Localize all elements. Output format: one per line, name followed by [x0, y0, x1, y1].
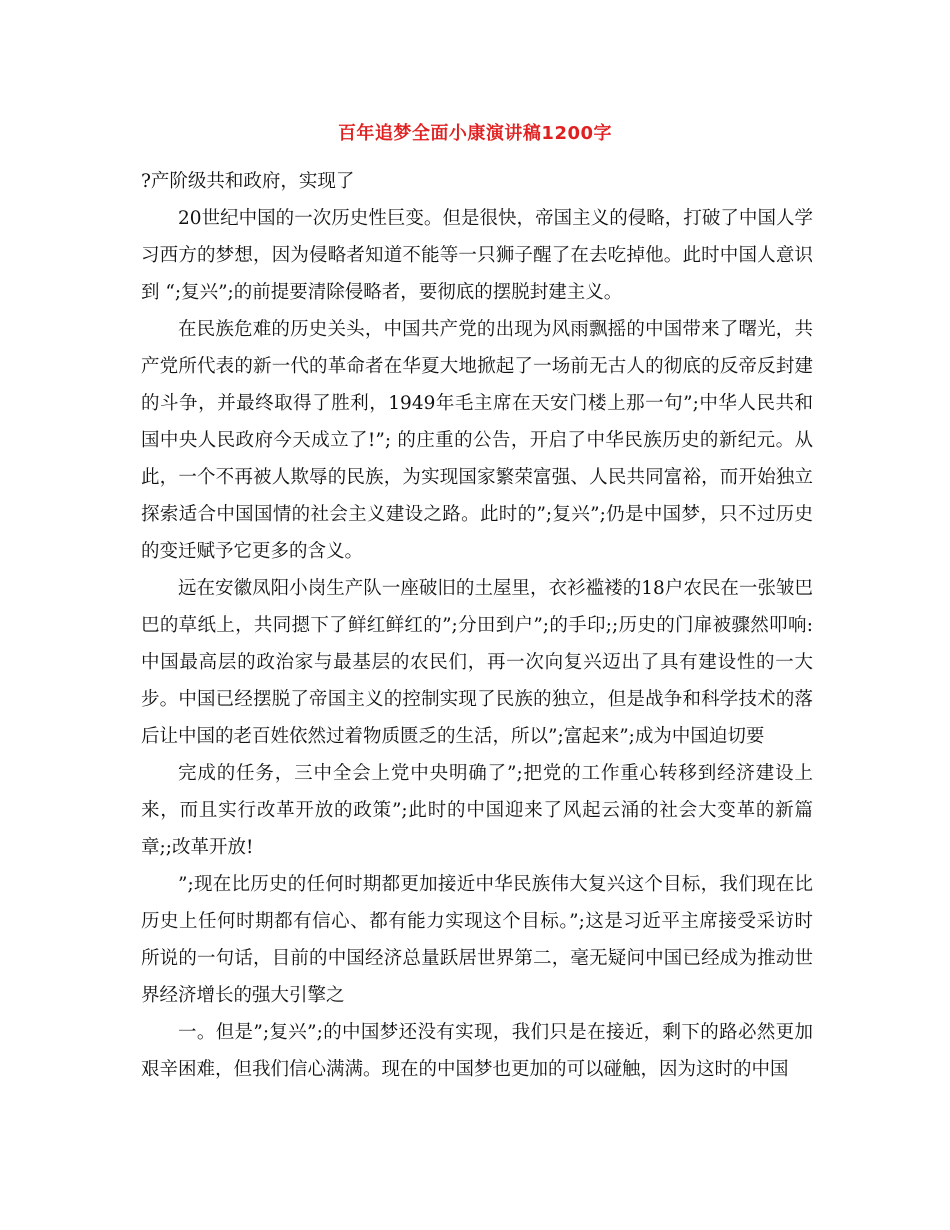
document-title: 百年追梦全面小康演讲稿1200字 [337, 123, 613, 144]
paragraph: 远在安徽凤阳小岗生产队一座破旧的土屋里，衣衫褴褛的18户农民在一张皱巴巴的草纸上，共同摁下了鲜红鲜红的”;分田到户”;的手印;;历史的门扉被骤然叩响:中国最高层的政治家与最基层的农民们，再一次向复兴迈出了具有建设性的一大步。中国已经摆脱了帝国主义的控制实现了民族的独立，但是战争和科学技术的落后让中国的老百姓依然过着物质匮乏的生活，所以”;富起来”;成为中国迫切要 [141, 578, 813, 747]
paragraph: 20世纪中国的一次历史性巨变。但是很快，帝国主义的侵略，打破了中国人学习西方的梦想，因为侵略者知道不能等一只狮子醒了在去吃掉他。此时中国人意识到 “;复兴”;的前提要清除侵略者，要彻底的摆脱封建主义。 [141, 208, 813, 303]
document-body [141, 163, 813, 1088]
paragraph: 一。但是”;复兴”;的中国梦还没有实现，我们只是在接近，剩下的路必然更加艰辛困难，但我们信心满满。现在的中国梦也更加的可以碰触，因为这时的中国 [141, 1022, 813, 1080]
paragraph: 完成的任务，三中全会上党中央明确了”;把党的工作重心转移到经济建设上来，而且实行改革开放的政策”;此时的中国迎来了风起云涌的社会大变革的新篇章;;改革开放! [141, 763, 813, 858]
paragraph: ?产阶级共和政府，实现了 [141, 171, 355, 192]
paragraph: 在民族危难的历史关头，中国共产党的出现为风雨飘摇的中国带来了曙光，共产党所代表的新一代的革命者在华夏大地掀起了一场前无古人的彻底的反帝反封建的斗争，并最终取得了胜利，1949年毛主席在天安门楼上那一句”;中华人民共和国中央人民政府今天成立了!”; 的庄重的公告，开启了中华民族历史的新纪元。从此，一个不再被人欺辱的民族，为实现国家繁荣富强、人民共同富裕，而开始独立探索适合中国国情的社会主义建设之路。此时的”;复兴”;仍是中国梦，只不过历史的变迁赋予它更多的含义。 [141, 319, 813, 562]
paragraph: ”;现在比历史的任何时期都更加接近中华民族伟大复兴这个目标，我们现在比历史上任何时期都有信心、都有能力实现这个目标。”;这是习近平主席接受采访时所说的一句话，目前的中国经济总量跃居世界第二，毫无疑问中国已经成为推动世界经济增长的强大引擎之 [141, 874, 813, 1006]
